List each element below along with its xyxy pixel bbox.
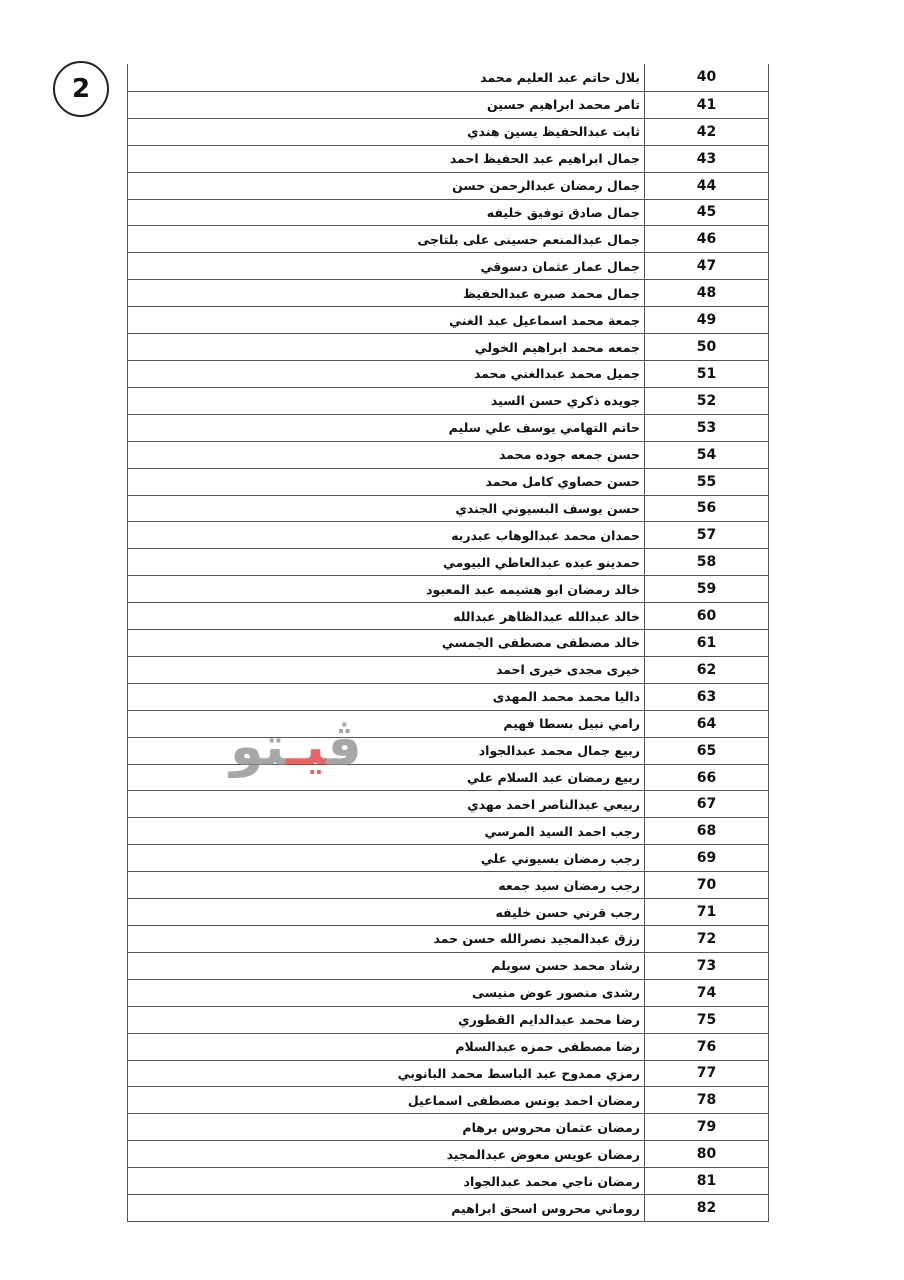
table-row [128, 952, 768, 979]
table-row [128, 548, 768, 575]
number-cell: 56 [644, 496, 768, 522]
table-row [128, 925, 768, 952]
table-row [128, 1006, 768, 1033]
table-row [128, 1086, 768, 1113]
name-cell: خيرى مجدى خيرى احمد [495, 662, 640, 678]
number-cell: 53 [644, 415, 768, 441]
number-cell: 69 [644, 845, 768, 871]
name-cell: حمدينو عبده عبدالعاطي البيومي [443, 554, 640, 570]
table-row [128, 898, 768, 925]
table-row [128, 172, 768, 199]
name-cell: حمدان محمد عبدالوهاب عبدربه [451, 527, 640, 543]
table-row [128, 225, 768, 252]
name-cell: ربيع رمضان عبد السلام علي [466, 770, 640, 786]
number-cell: 71 [644, 899, 768, 925]
number-cell: 50 [644, 334, 768, 360]
number-cell: 63 [644, 684, 768, 710]
name-cell: روماني محروس اسحق ابراهيم [451, 1200, 640, 1216]
table-row [128, 360, 768, 387]
name-cell: جمعة محمد اسماعيل عبد الغني [449, 312, 640, 328]
name-cell: خالد عبدالله عبدالظاهر عبدالله [453, 608, 640, 624]
name-cell: رمضان ناجي محمد عبدالجواد [463, 1173, 640, 1189]
table-row [128, 1060, 768, 1087]
name-cell: رمضان احمد يونس مصطفى اسماعيل [407, 1092, 640, 1108]
number-cell: 76 [644, 1034, 768, 1060]
name-cell: رشدى منصور عوض منيسى [472, 985, 640, 1001]
number-cell: 55 [644, 469, 768, 495]
number-cell: 74 [644, 980, 768, 1006]
name-cell: رجب قرني حسن خليفه [495, 904, 640, 920]
number-cell: 60 [644, 603, 768, 629]
name-cell: رشاد محمد حسن سويلم [491, 958, 640, 974]
table-row [128, 710, 768, 737]
number-cell: 44 [644, 173, 768, 199]
number-cell: 65 [644, 738, 768, 764]
table-row [128, 790, 768, 817]
table-row [128, 521, 768, 548]
number-cell: 43 [644, 146, 768, 172]
number-cell: 57 [644, 522, 768, 548]
number-cell: 52 [644, 388, 768, 414]
number-cell: 66 [644, 765, 768, 791]
table-row [128, 64, 768, 91]
number-cell: 81 [644, 1168, 768, 1194]
name-cell: رمزي ممدوح عبد الباسط محمد البانوبي [397, 1065, 640, 1081]
number-cell: 64 [644, 711, 768, 737]
table-row [128, 145, 768, 172]
name-cell: رجب احمد السيد المرسي [484, 823, 640, 839]
name-cell: رضا محمد عبدالدايم القطوري [458, 1012, 640, 1028]
number-cell: 40 [644, 64, 768, 91]
name-cell: خالد رمضان ابو هشيمه عبد المعبود [426, 581, 640, 597]
name-cell: ربيع جمال محمد عبدالجواد [478, 743, 640, 759]
number-cell: 42 [644, 119, 768, 145]
names-table [127, 64, 769, 1222]
name-cell: جمال عبدالمنعم حسينى على بلتاجى [417, 231, 640, 247]
name-cell: تامر محمد ابراهيم حسين [487, 97, 640, 113]
name-cell: رضا مصطفى حمزه عبدالسلام [455, 1039, 640, 1055]
name-cell: جويده ذكري حسن السيد [490, 393, 640, 409]
table-row [128, 602, 768, 629]
name-cell: رجب رمضان بسيوني علي [480, 850, 640, 866]
number-cell: 54 [644, 442, 768, 468]
table-row [128, 333, 768, 360]
name-cell: جمال عمار عثمان دسوقي [480, 258, 640, 274]
table-row [128, 844, 768, 871]
name-cell: جمال محمد صبره عبدالحفيظ [462, 285, 640, 301]
number-cell: 47 [644, 253, 768, 279]
number-cell: 73 [644, 953, 768, 979]
table-row [128, 306, 768, 333]
number-cell: 58 [644, 549, 768, 575]
number-cell: 82 [644, 1195, 768, 1221]
number-cell: 41 [644, 92, 768, 118]
name-cell: رمضان عثمان محروس برهام [462, 1119, 640, 1135]
table-row [128, 737, 768, 764]
number-cell: 80 [644, 1141, 768, 1167]
table-row [128, 1194, 768, 1221]
number-cell: 62 [644, 657, 768, 683]
table-row [128, 199, 768, 226]
table-row [128, 817, 768, 844]
name-cell: ثابت عبدالحفيظ يسين هندي [467, 124, 640, 140]
name-cell: جمال رمضان عبدالرحمن حسن [452, 178, 640, 194]
name-cell: رزق عبدالمجيد نصرالله حسن حمد [433, 931, 640, 947]
table-row [128, 279, 768, 306]
table-row [128, 1113, 768, 1140]
table-row [128, 979, 768, 1006]
table-row [128, 252, 768, 279]
number-cell: 46 [644, 226, 768, 252]
table-row [128, 441, 768, 468]
number-cell: 78 [644, 1087, 768, 1113]
number-cell: 75 [644, 1007, 768, 1033]
name-cell: حسن حصاوي كامل محمد [485, 474, 640, 490]
watermark-logo: ڤيـتو [230, 715, 362, 778]
name-cell: ربيعي عبدالناصر احمد مهدي [467, 796, 640, 812]
table-row [128, 656, 768, 683]
table-row [128, 683, 768, 710]
number-cell: 48 [644, 280, 768, 306]
number-cell: 77 [644, 1061, 768, 1087]
name-cell: جمعه محمد ابراهيم الخولي [474, 339, 640, 355]
table-row [128, 1167, 768, 1194]
name-cell: حسن يوسف البسيوني الجندي [455, 500, 640, 516]
table-row [128, 468, 768, 495]
table-row [128, 1140, 768, 1167]
table-row [128, 118, 768, 145]
number-cell: 45 [644, 200, 768, 226]
number-cell: 67 [644, 791, 768, 817]
name-cell: جميل محمد عبدالغني محمد [473, 366, 640, 382]
table-row [128, 764, 768, 791]
table-row [128, 91, 768, 118]
table-row [128, 495, 768, 522]
name-cell: بلال حاتم عبد العليم محمد [480, 69, 640, 85]
number-cell: 49 [644, 307, 768, 333]
number-cell: 59 [644, 576, 768, 602]
name-cell: رمضان عويس معوض عبدالمجيد [446, 1146, 640, 1162]
table-row [128, 387, 768, 414]
page-number-badge [53, 61, 109, 117]
number-cell: 79 [644, 1114, 768, 1140]
name-cell: حسن جمعه جوده محمد [498, 447, 640, 463]
table-row [128, 629, 768, 656]
table-row [128, 871, 768, 898]
table-row [128, 1033, 768, 1060]
table-row [128, 575, 768, 602]
name-cell: داليا محمد محمد المهدى [492, 689, 640, 705]
number-cell: 72 [644, 926, 768, 952]
number-cell: 70 [644, 872, 768, 898]
name-cell: حاتم التهامي يوسف علي سليم [448, 420, 640, 436]
name-cell: جمال ابراهيم عبد الحفيظ احمد [449, 151, 640, 167]
name-cell: خالد مصطفى مصطفى الجمسي [441, 635, 640, 651]
page-number: 2 [71, 74, 91, 104]
number-cell: 61 [644, 630, 768, 656]
name-cell: جمال صادق توفيق خليفه [486, 204, 640, 220]
table-row [128, 414, 768, 441]
number-cell: 51 [644, 361, 768, 387]
name-cell: رجب رمضان سيد جمعه [498, 877, 640, 893]
number-cell: 68 [644, 818, 768, 844]
name-cell: رامي نبيل بسطا فهيم [503, 716, 640, 732]
